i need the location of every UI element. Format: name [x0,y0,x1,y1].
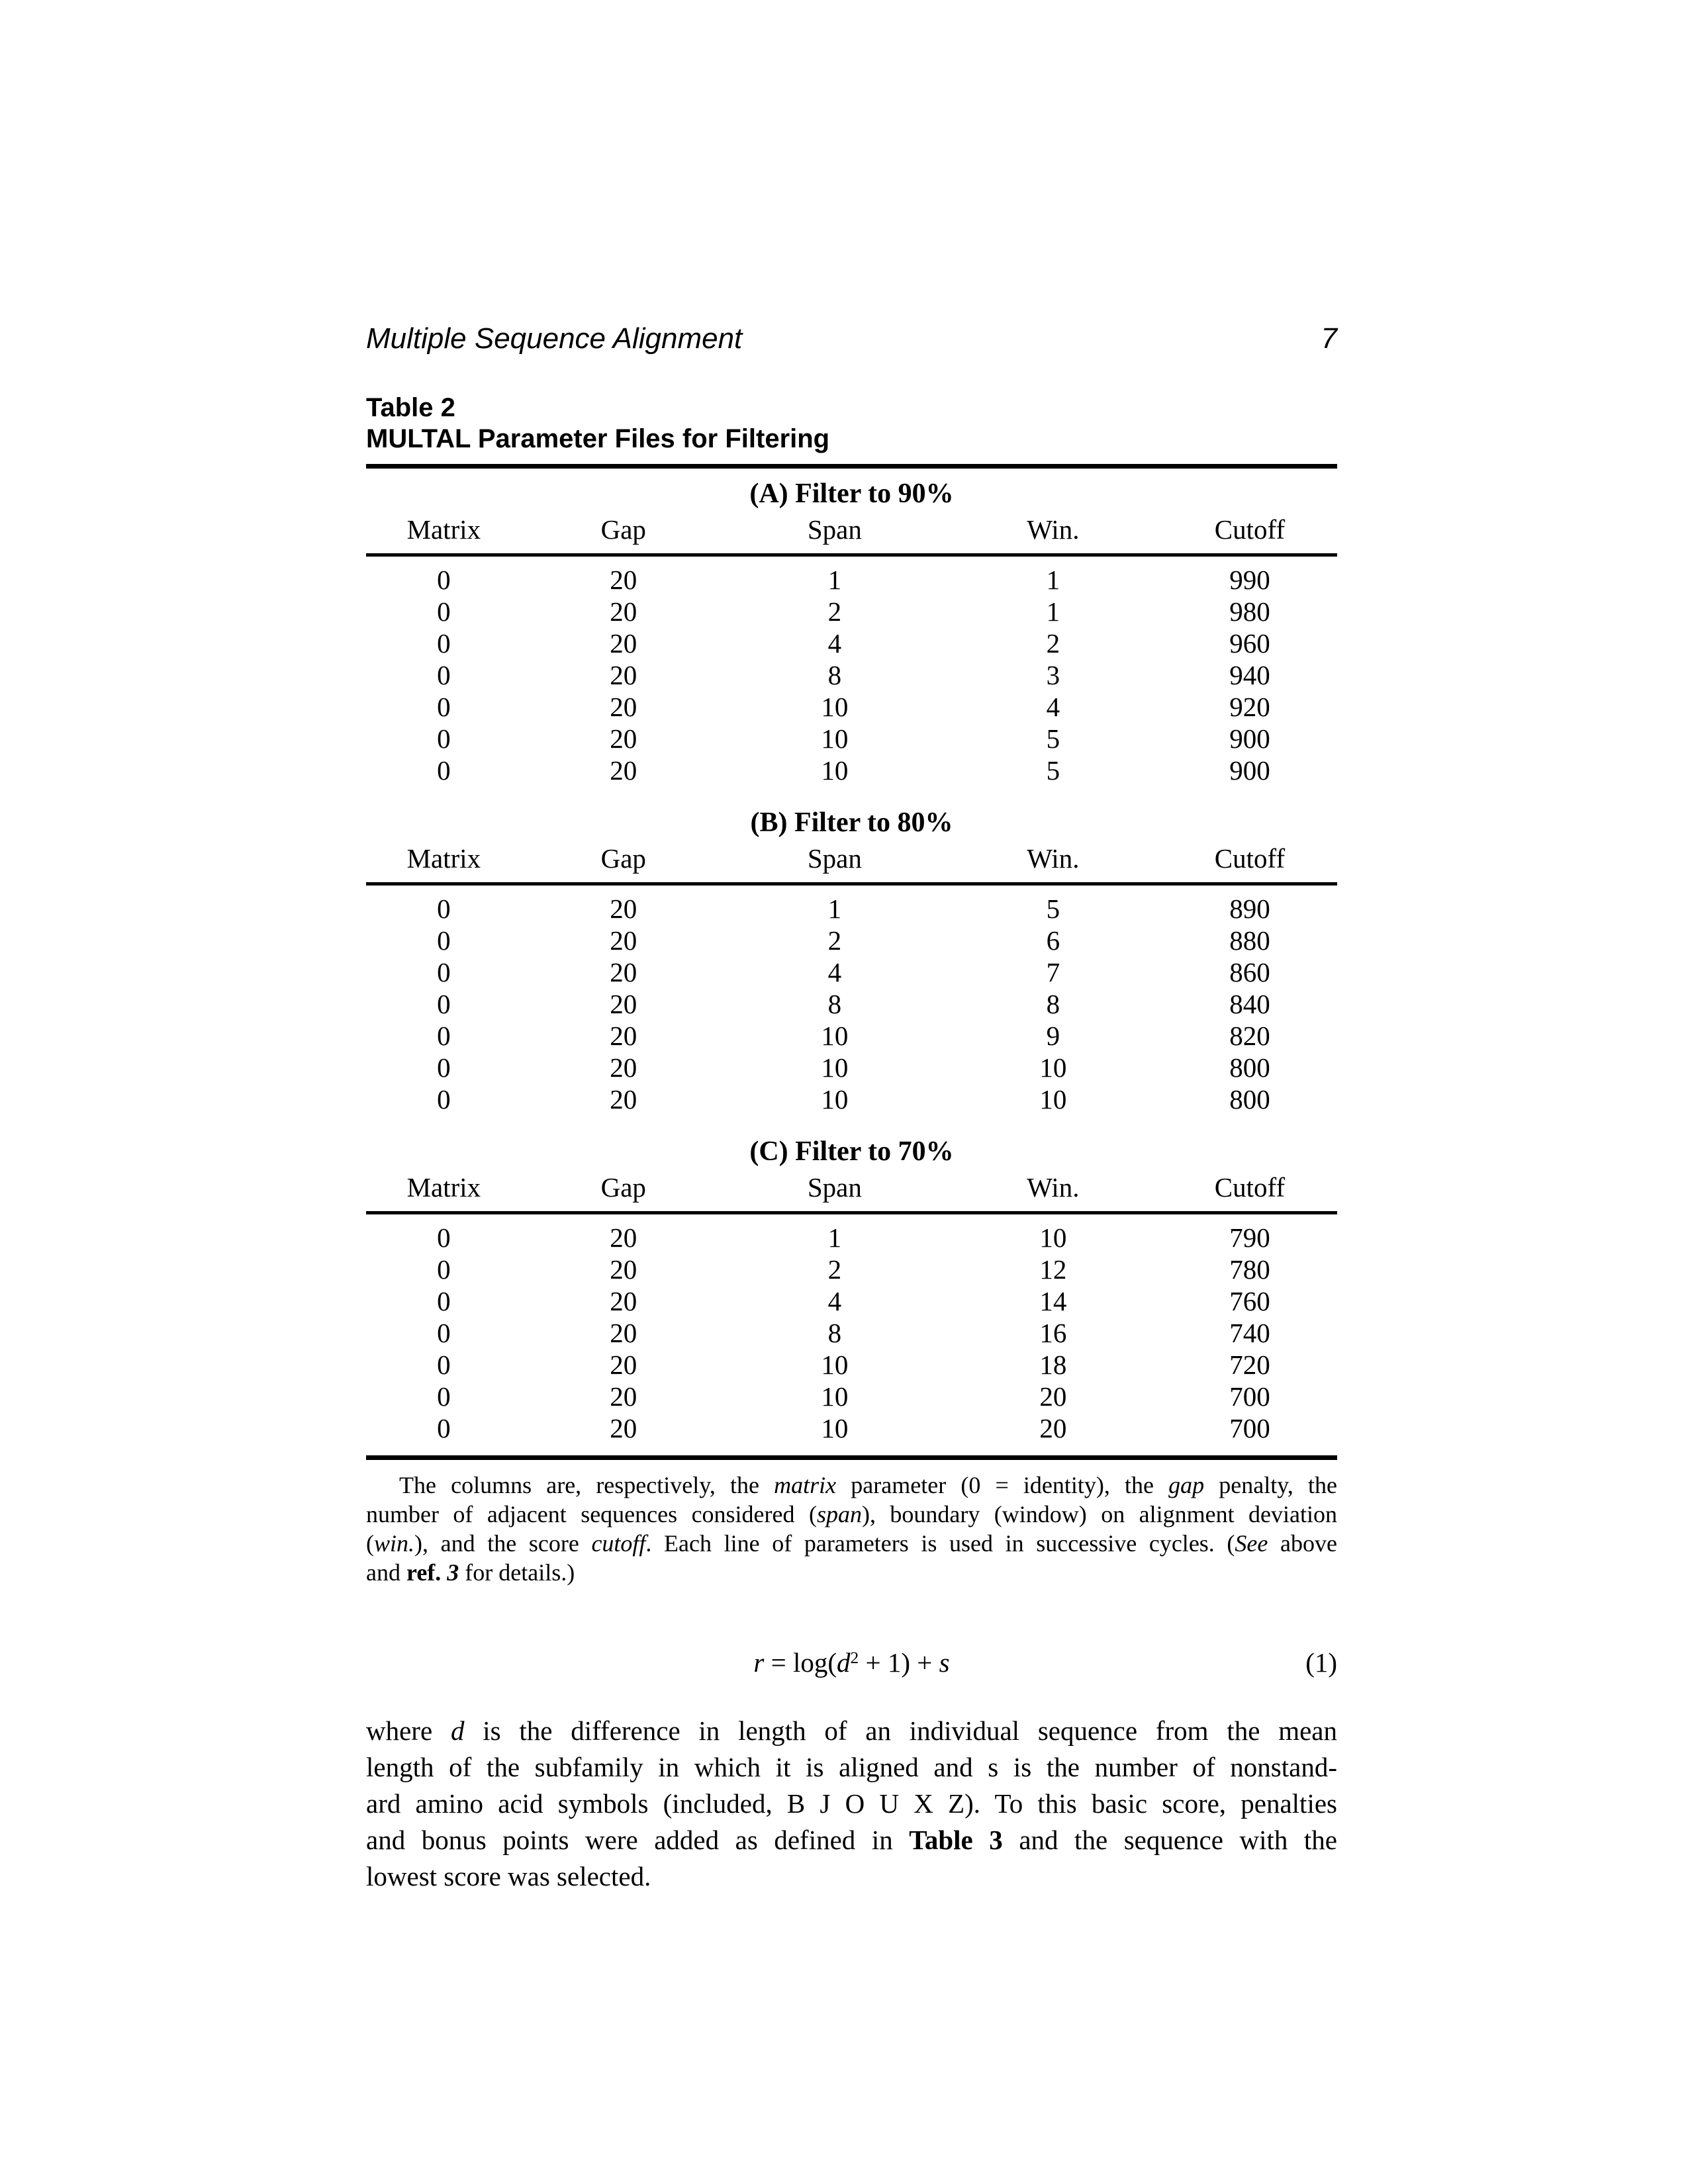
text-segment: parameter (0 = identity), the [836,1472,1169,1498]
table-cell: 5 [1046,893,1060,924]
table-row [366,627,1337,659]
column-header-matrix: Matrix [366,842,522,884]
table-cell: 0 [437,893,451,924]
table-cell: 0 [437,1318,451,1348]
table-cell: 9 [1046,1021,1060,1051]
table-row [366,1083,1337,1126]
table-row [366,1317,1337,1349]
column-header-matrix: Matrix [366,514,522,555]
table-cell: 960 [1229,628,1270,659]
table-cell: 1 [827,893,842,924]
table-cell: 5 [1046,723,1060,754]
table-row [366,754,1337,797]
table-cell: 10 [821,692,849,722]
document-page [366,322,1337,1895]
text-segment: penalty, the [1204,1472,1338,1498]
table-cell: 14 [1039,1286,1067,1316]
table-cell: 10 [821,723,849,754]
table-footnote [366,1471,1337,1587]
table-cell: 20 [610,893,637,924]
table-cell: 20 [610,565,637,595]
text-segment: win. [374,1530,415,1557]
column-header-win: Win. [944,842,1162,884]
table-cell: 0 [437,1286,451,1316]
table-row [366,925,1337,956]
equation-number: (1) [1305,1647,1337,1678]
table-cell: 10 [821,1052,849,1083]
table-cell: 12 [1039,1254,1067,1285]
table-cell: 0 [437,1349,451,1380]
table-cell: 0 [437,565,451,595]
table-cell: 20 [610,1021,637,1051]
table-cell: 8 [827,989,842,1019]
table-cell: 840 [1229,989,1270,1019]
table-cell: 700 [1229,1413,1270,1443]
table-cell: 20 [610,628,637,659]
body-paragraph [366,1713,1337,1895]
table-cell: 20 [1039,1413,1067,1443]
text-segment: cutoff [591,1530,646,1557]
column-header-cutoff: Cutoff [1162,514,1337,555]
running-head [366,322,1337,355]
table-cell: 0 [437,755,451,786]
table-cell: 880 [1229,925,1270,956]
table-cell: 4 [827,628,842,659]
running-head-title: Multiple Sequence Alignment [366,322,743,355]
table-row [366,1020,1337,1052]
paragraph-line [366,1713,1337,1749]
table-cell: 6 [1046,925,1060,956]
table-cell: 760 [1229,1286,1270,1316]
table-row [366,691,1337,723]
table-cell: 10 [821,1381,849,1412]
table-cell: 700 [1229,1381,1270,1412]
text-segment: See [1235,1530,1268,1557]
column-header-span: Span [726,842,944,884]
table-label: Table 2 [366,393,455,422]
footnote-line [366,1558,1337,1587]
paragraph-line [366,1749,1337,1786]
text-segment: above [1268,1530,1337,1557]
table-cell: 20 [610,692,637,722]
table-row [366,1349,1337,1381]
table-row [366,659,1337,691]
table-cell: 18 [1039,1349,1067,1380]
table-cell: 1 [827,565,842,595]
table-cell: 1 [1046,565,1060,595]
paragraph-line [366,1822,1337,1858]
table-cell: 10 [1039,1222,1067,1253]
table-row [366,596,1337,627]
table-title: MULTAL Parameter Files for Filtering [366,424,830,453]
text-segment: span [816,1501,862,1527]
table-cell: 860 [1229,957,1270,987]
equation-body [753,1647,949,1678]
footnote-line [366,1471,1337,1500]
table-cell: 2 [1046,628,1060,659]
table-cell: 8 [827,660,842,690]
text-segment: 3 [447,1559,459,1586]
table-cell: 2 [827,1254,842,1285]
table-cell: 10 [821,1413,849,1443]
column-header-row [366,1171,1337,1213]
text-segment: ), boundary (window) on alignment deviation [861,1501,1338,1527]
column-header-gap: Gap [522,842,726,884]
table-cell: 2 [827,596,842,627]
table-cell: 7 [1046,957,1060,987]
table-cell: 740 [1229,1318,1270,1348]
table-cell: 790 [1229,1222,1270,1253]
table-cell: 720 [1229,1349,1270,1380]
section-title-row [366,1126,1337,1171]
table-cell: 20 [610,755,637,786]
text-segment: ( [366,1530,374,1557]
text-segment: Table 3 [909,1825,1003,1855]
table-cell: 4 [1046,692,1060,722]
table-cell: 10 [821,1349,849,1380]
table-cell: 780 [1229,1254,1270,1285]
table-section-c [366,1126,1337,1458]
text-segment: ard amino acid symbols (included, B J O U X Z). To this basic score, penalties [366,1788,1337,1819]
table-cell: 4 [827,1286,842,1316]
table-cell: 0 [437,1222,451,1253]
column-header-win: Win. [944,514,1162,555]
table-cell: 20 [610,1052,637,1083]
table-cell: 20 [610,925,637,956]
text-segment: for details.) [459,1559,575,1586]
table-caption [366,392,1337,455]
table-cell: 20 [610,1084,637,1115]
table-cell: 20 [610,1286,637,1316]
table-cell: 0 [437,1381,451,1412]
table-cell: 8 [1046,989,1060,1019]
table-cell: 8 [827,1318,842,1348]
table-cell: 20 [610,1222,637,1253]
table-row [366,956,1337,988]
text-segment: and bonus points were added as defined in [366,1825,910,1855]
text-segment: The columns are, respectively, the [399,1472,774,1498]
table-cell: 820 [1229,1021,1270,1051]
column-header-row [366,842,1337,884]
table-cell: 800 [1229,1084,1270,1115]
text-segment: is the difference in length of an individual sequence from the mean [464,1715,1337,1746]
table-cell: 10 [1039,1084,1067,1115]
table-cell: 3 [1046,660,1060,690]
table-cell: 0 [437,1052,451,1083]
table-row [366,884,1337,925]
column-header-gap: Gap [522,1171,726,1213]
paragraph-line [366,1786,1337,1822]
table-cell: 20 [610,1318,637,1348]
text-segment: length of the subfamily in which it is aligned and s is the number of nonstand- [366,1752,1337,1782]
table-cell: 1 [827,1222,842,1253]
table-cell: 0 [437,989,451,1019]
table-cell: 20 [610,1349,637,1380]
table-cell: 980 [1229,596,1270,627]
table-row [366,1381,1337,1412]
table-cell: 990 [1229,565,1270,595]
table-row [366,723,1337,754]
text-segment: s [939,1647,950,1678]
table-cell: 0 [437,628,451,659]
text-segment: number of adjacent sequences considered ( [366,1501,817,1527]
table-cell: 4 [827,957,842,987]
column-header-gap: Gap [522,514,726,555]
table-section-a [366,467,1337,798]
text-segment: gap [1168,1472,1205,1498]
footnote-line [366,1529,1337,1558]
table-row [366,1253,1337,1285]
column-header-win: Win. [944,1171,1162,1213]
table-cell: 2 [827,925,842,956]
equation [366,1645,1337,1684]
table-cell: 20 [610,1413,637,1443]
table-cell: 890 [1229,893,1270,924]
table-section-b [366,797,1337,1126]
table-cell: 0 [437,596,451,627]
table-cell: 20 [610,1254,637,1285]
table-cell: 0 [437,660,451,690]
column-header-matrix: Matrix [366,1171,522,1213]
table-row [366,555,1337,596]
table-row [366,988,1337,1020]
section-title: (B) Filter to 80% [750,807,953,838]
table-cell: 1 [1046,596,1060,627]
text-segment: 2 [850,1649,859,1668]
table-cell: 10 [821,1021,849,1051]
text-segment: and the sequence with the [1002,1825,1337,1855]
table-cell: 0 [437,957,451,987]
table-row [366,1052,1337,1083]
column-header-row [366,514,1337,555]
section-title-row [366,467,1337,514]
section-title-row [366,797,1337,842]
text-segment: and [366,1559,406,1586]
table-cell: 0 [437,1084,451,1115]
text-segment: r [753,1647,765,1678]
table-cell: 10 [821,1084,849,1115]
parameter-table [366,464,1337,1460]
section-title: (C) Filter to 70% [749,1136,954,1167]
table-row [366,1213,1337,1254]
table-cell: 20 [610,660,637,690]
text-segment: = log( [764,1647,837,1678]
table-cell: 10 [821,755,849,786]
table-cell: 800 [1229,1052,1270,1083]
column-header-span: Span [726,514,944,555]
section-title: (A) Filter to 90% [749,478,954,509]
text-segment: d [837,1647,851,1678]
table-cell: 0 [437,1254,451,1285]
table-cell: 20 [610,989,637,1019]
table-row [366,1285,1337,1317]
column-header-cutoff: Cutoff [1162,1171,1337,1213]
table-cell: 20 [610,723,637,754]
table-cell: 920 [1229,692,1270,722]
table-cell: 5 [1046,755,1060,786]
text-segment: . Each line of parameters is used in successive cycles. ( [645,1530,1235,1557]
table-cell: 900 [1229,723,1270,754]
text-segment: d [450,1715,465,1746]
table-cell: 20 [610,1381,637,1412]
table-cell: 16 [1039,1318,1067,1348]
text-segment: ref. [406,1559,447,1586]
footnote-line [366,1500,1337,1529]
table-cell: 20 [1039,1381,1067,1412]
table-cell: 20 [610,957,637,987]
table-cell: 0 [437,692,451,722]
table-cell: 0 [437,1413,451,1443]
table-cell: 940 [1229,660,1270,690]
text-segment: where [366,1715,451,1746]
table-cell: 0 [437,925,451,956]
column-header-span: Span [726,1171,944,1213]
paragraph-line [366,1858,1337,1895]
table-cell: 0 [437,1021,451,1051]
table-cell: 20 [610,596,637,627]
table-cell: 0 [437,723,451,754]
table-cell: 10 [1039,1052,1067,1083]
text-segment: lowest score was selected. [366,1861,651,1891]
text-segment: matrix [774,1472,837,1498]
column-header-cutoff: Cutoff [1162,842,1337,884]
table-cell: 900 [1229,755,1270,786]
text-segment: ), and the score [414,1530,592,1557]
table-row [366,1412,1337,1458]
text-segment: + 1) + [859,1647,939,1678]
page-number: 7 [1321,322,1337,355]
